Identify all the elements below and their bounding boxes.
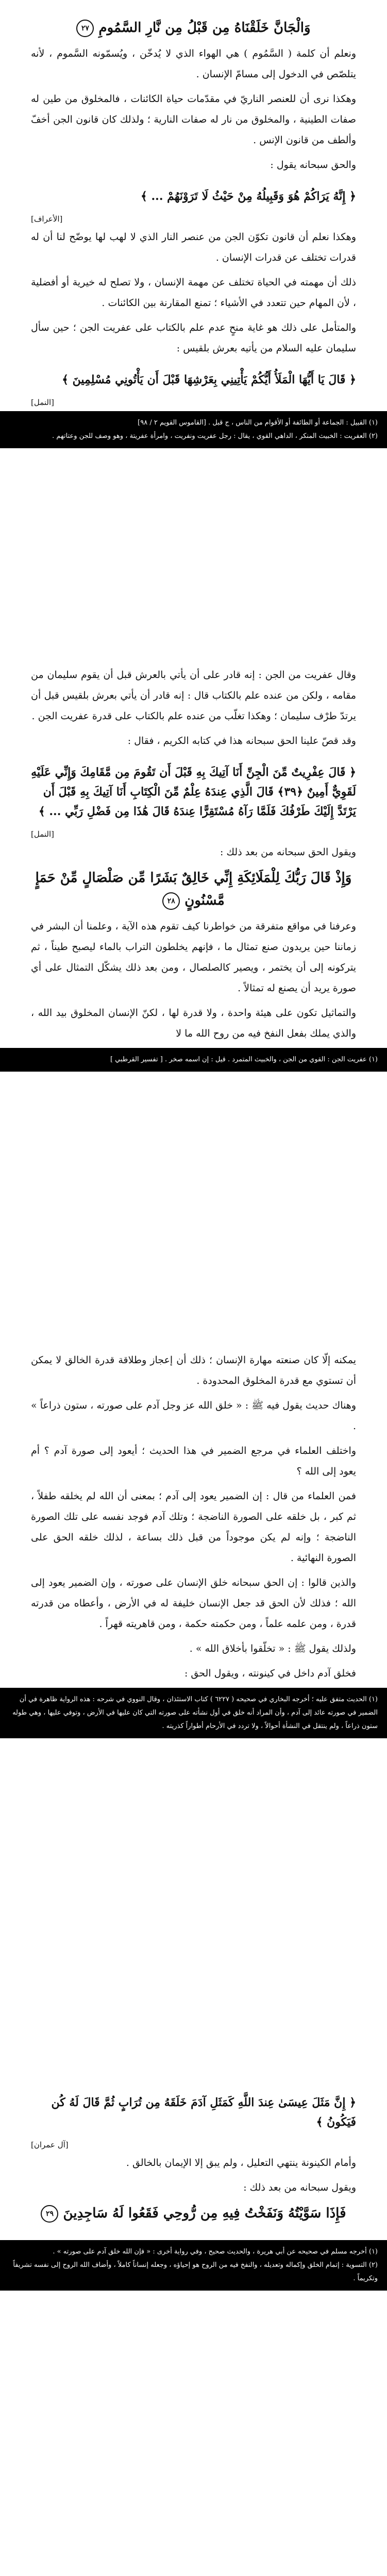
paragraph: وقال عفريت من الجن : إنه قادر على أن يأتي بالعرش قبل أن يقوم سليمان من مقامه ، ولكن من عنده علم بالكتاب قال : إنه قادر أن يأتي بعرش بلقيس قبل أن يرتدّ طرْف سليمان ؛ وهكذا تغلّب من عنده علم بالكتاب على قدرة عفريت الجن . (31, 669, 356, 722)
paragraph: ويقول سبحانه من بعد ذلك : (243, 2182, 356, 2193)
paragraph: وهكذا نعلم أن قانون تكوّن الجن من عنصر النار الذي لا لهب لها يوضّح لنا أن له قدرات تختلف عن قدرات الإنسان . (31, 231, 356, 263)
page-2 (0, 654, 387, 1298)
page-1 (0, 0, 387, 613)
verse-quote: ﴿ إِنَّ مَثَلَ عِيسَىٰ عِندَ اللَّهِ كَمَثَلِ آدَمَ خَلَقَهُ مِن تُرَابٍ ثُمَّ قَالَ لَهُ كُن فَيَكُونُ ﴾ (51, 2096, 356, 2129)
paragraph: ولذلك يقول ﷺ : « تخلّقوا بأخلاق الله » . (189, 1643, 356, 1654)
paragraph: وأمام الكينونة ينتهي التعليل ، ولم يبق إلا الإيمان بالخالق . (126, 2157, 356, 2168)
paragraph: وعرفنا في مواقع متفرقة من خواطرنا كيف تقوم هذه الآية ، وعلمنا أن البشر في زماننا حين يريدون صنع تمثال ما ، فإنهم يخلطون التراب بالماء ليصبح طيناً ، ثم يتركونه إلى أن يختمر ، ويصير كالصلصال ، ومن بعد ذلك يشكّل التمثال على أي صورة يريد أن يصنع له تمثالاً . (31, 921, 356, 994)
footnotes (0, 1048, 387, 1072)
verse-quote: ﴿ قَالَ يَا أَيُّهَا الْمَلَأُ أَيُّكُمْ يَأْتِينِي بِعَرْشِهَا قَبْلَ أَن يَأْتُونِي مُسْلِمِينَ ﴾ (62, 373, 356, 386)
verse-text: فَإِذَا سَوَّيْتُهُ وَنَفَخْتُ فِيهِ مِن رُّوحِي فَقَعُوا لَهُ سَاجِدِينَ (63, 2206, 346, 2221)
paragraph: فمن العلماء من قال : إن الضمير يعود إلى آدم ؛ بمعنى أن الله لم يخلقه طفلاً ، ثم كبر ، بل خلقه على الصورة الناضجة ؛ وتلك آدم فوجد نفسه على تلك الصورة الناضجة ؛ وإنه لم يكن موجوداً من قبل ذلك بساعة ، لذلك خلقه الحق على الصورة النهائية . (31, 1490, 356, 1564)
footnote: (١) الحديث متفق عليه ؛ أخرجه البخاري في صحيحه ( ٦٢٢٧ ) كتاب الاستئذان ، وقال النووي في شرحه : هذه الرواية ظاهرة في أن الضمير في صورته عائد إلى آدم ، وأن المراد أنه خلق في أول نشأته على صورته التي كان عليها في الأرض ، وتوفي عليها ، وهي طوله ستون ذراعاً ، ولم ينتقل في النشأة أحوالاً ، ولا تردد في الأرحام أطواراً كذريته . (12, 1696, 378, 1730)
paragraph: ونعلم أن كلمة ( السَّمُوم ) هي الهواء الذي لا يُدخّن ، ويُسمّونه السَّموم ، لأنه يتلصّص في الدخول إلى مسامّ الإنسان . (31, 48, 356, 80)
verse-text: وَالْجَانَّ خَلَقْنَاهُ مِن قَبْلُ مِن نَّارِ السَّمُومِ (98, 20, 311, 36)
paragraph: يمكنه إلّا كان صنعته مهارة الإنسان ؛ ذلك أن إعجاز وطلاقة قدرة الخالق لا يمكن أن تستوي مع قدرة المخلوق المحدودة . (31, 1354, 356, 1386)
verse-hijr-28 (31, 867, 356, 912)
surah-reference: [النمل] (31, 398, 54, 407)
page-3 (0, 1340, 387, 2035)
paragraph: والمتأمل على ذلك هو غاية منحٍ عدم علم بالكتاب على عفريت الجن ؛ حين سأل سليمان عليه السلام من يأتيه بعرش بلقيس : (31, 322, 356, 354)
footnotes (0, 1688, 387, 1738)
paragraph: وقد قصّ علينا الحق سبحانه هذا في كتابه الكريم ، فقال : (127, 735, 356, 747)
footnote: (٢) العفريت : الخبيث المنكر ، الداهي القوي ، يقال : رجل عفريت ونفريت ، وامرأة عفريتة ، وهو وصف للجن وعتاتهم . (52, 432, 378, 440)
footnote: (١) أخرجه مسلم في صحيحه عن أبي هريرة ، والحديث صحيح ، وفي رواية أخرى : « فإن الله خلق آدم على صورته » . (53, 2248, 378, 2256)
footnotes (0, 2240, 387, 2291)
surah-reference: [آل عمران] (31, 2140, 69, 2149)
footnote: (١) عفريت الجن : القوي من الجن ، والخبيث المتمرد . قيل : إن اسمه صخر . [ تفسير القرطبي ] (110, 1056, 378, 1063)
verse-quote: ﴿ إِنَّهُ يَرَاكُمْ هُوَ وَقَبِيلُهُ مِنْ حَيْثُ لَا تَرَوْنَهُمْ ... ﴾ (140, 190, 356, 203)
paragraph: ويقول الحق سبحانه من بعد ذلك : (220, 846, 356, 858)
footnotes (0, 411, 387, 448)
verse-text: وَإِذْ قَالَ رَبُّكَ لِلْمَلَائِكَةِ إِنِّي خَالِقٌ بَشَرًا مِّن صَلْصَالٍ مِّنْ حَمَإٍ مَّسْنُونٍ (35, 870, 352, 908)
paragraph: ذلك أن مهمته في الحياة تختلف عن مهمة الإنسان ، ولا تصلح له خيرية أو أفضلية ، لأن المهام حين تتعدد في الأشياء ؛ تمنع المقارنة بين الكائنات . (31, 277, 356, 309)
verse-number-marker: ٢٧ (76, 20, 94, 37)
surah-reference: [الأعراف] (31, 214, 63, 224)
footnote: (١) القبيل : الجماعة أو الطائفة أو الأقوام من الناس ، ج قبل . [القاموس القويم ٢ / ٩٨] (138, 419, 378, 427)
verse-hijr-29 (31, 2202, 356, 2225)
paragraph: والتماثيل تكون على هيئة واحدة ، ولا قدرة لها ، لكنّ الإنسان المخلوق بيد الله ، والذي يملك بفعل النفخ فيه من روح الله ما لا (31, 1007, 356, 1039)
paragraph: وهكذا نرى أن للعنصر الناريّ في مقدّمات حياة الكائنات ، فالمخلوق من طين له صفات الطينية ، والمخلوق من نار له صفات النارية ؛ ولذلك كان قانون الجن أخفّ وألطف من قانون الإنس . (31, 93, 356, 146)
verse-hijr-27 (31, 16, 356, 39)
verse-number-marker: ٢٨ (162, 892, 180, 910)
paragraph: واختلف العلماء في مرجع الضمير في هذا الحديث ؛ أيعود إلى صورة آدم ؟ أم يعود إلى الله ؟ (31, 1445, 356, 1477)
paragraph: والذين قالوا : إن الحق سبحانه خلق الإنسان على صورته ، وإن الضمير يعود إلى الله ؛ فذلك لأن الحق قد جعل الإنسان خليفة له في الأرض ، وأعطاه من قدرته قدرة ، ومن علمه علماً ، ومن حكمته حكمة ، ومن قاهريته قهراً . (31, 1577, 356, 1630)
paragraph: والحق سبحانه يقول : (270, 159, 356, 171)
surah-reference: [النمل] (31, 829, 54, 839)
page-4 (0, 2071, 387, 2576)
footnote: (٢) التسوية : إتمام الخلق وإكماله وتعديله ، والنفخ فيه من الروح هو إحياؤه ، وجعله إنساناً كاملاً ، وأضاف الله الروح إلى نفسه تشريفاً وتكريماً . (13, 2261, 378, 2282)
paragraph: وهناك حديث يقول فيه ﷺ : « خلق الله عز وجل آدم على صورته ، ستون ذراعاً » . (31, 1400, 356, 1432)
verse-quote: ﴿ قَالَ عِفْرِيتٌ مِّنَ الْجِنِّ أَنَا آتِيكَ بِهِ قَبْلَ أَن تَقُومَ مِن مَّقَامِكَ وَإِنِّي عَلَيْهِ لَقَوِيٌّ أَمِينٌ ﴿٣٩﴾ قَالَ الَّذِي عِندَهُ عِلْمٌ مِّنَ الْكِتَابِ أَنَا آتِيكَ بِهِ قَبْلَ أَن يَرْتَدَّ إِلَيْكَ طَرْفُكَ فَلَمَّا رَآهُ مُسْتَقِرًّا عِندَهُ قَالَ هَٰذَا مِن فَضْلِ رَبِّي ... ﴾ (31, 766, 356, 818)
paragraph: فخلق آدم داخل في كينونته ، ويقول الحق : (184, 1668, 356, 1679)
verse-number-marker: ٢٩ (41, 2205, 58, 2223)
